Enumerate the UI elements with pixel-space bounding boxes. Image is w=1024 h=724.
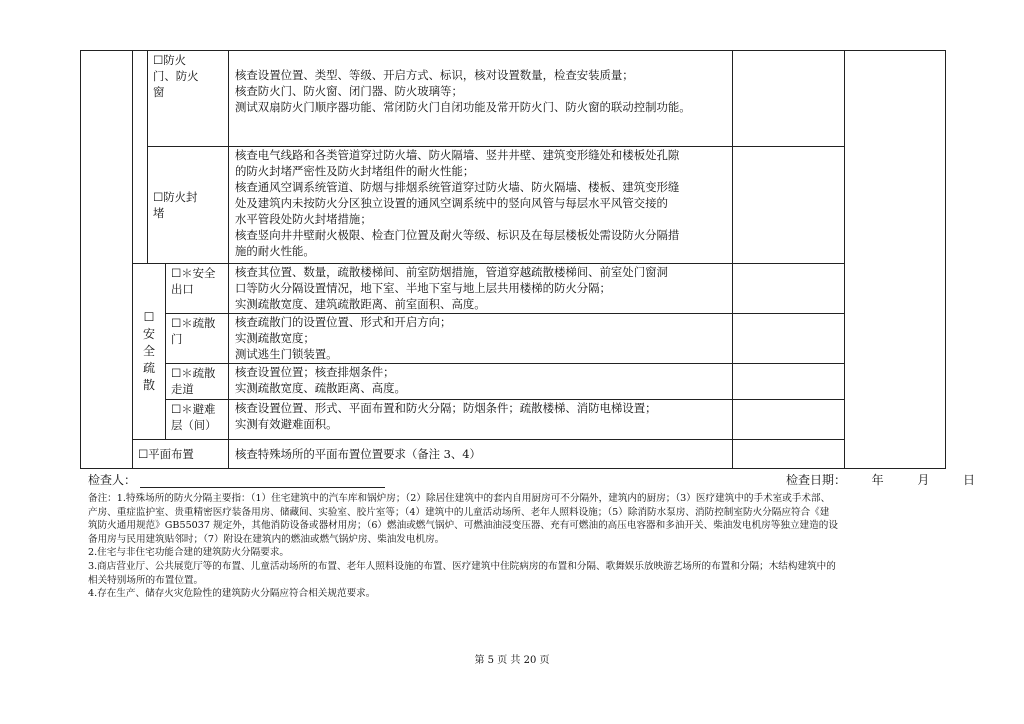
note-line: 备用房与民用建筑贴邻时；（7）附设在建筑内的燃油或燃气锅炉房、柴油发电机房。 [88,533,445,545]
category-safe-evacuation [133,264,166,440]
table-row [81,400,946,440]
check-item-safety-exit [166,264,229,314]
check-item-fire-sealing [148,147,229,264]
table-row [81,51,946,147]
inspection-date [786,471,975,488]
table-row [81,440,946,469]
note-line: 3.商店营业厅、公共展览厅等的布置、儿童活动场所的布置、老年人照料设施的布置、医疗建筑中住院病房的布置和分隔、歌舞娱乐放映游艺场所的布置和分隔；木结构建筑中的 [88,560,836,572]
item-line: 门、防火 [153,69,199,83]
item-line: 门 [171,332,183,346]
note-line: 相关特别场所的布置位置。 [88,574,204,586]
item-line: ☐防火 [153,53,186,67]
item-line: 出口 [171,282,194,296]
blank-column-2 [133,51,148,264]
table-row [81,147,946,264]
result-cell[interactable] [733,147,845,264]
inspector-label: 检查人： [88,473,137,487]
content-line: 核查电气线路和各类管道穿过防火墙、防火隔墙、竖井井壁、建筑变形缝处和楼板处孔隙 [235,148,680,162]
category-char: 全 [142,344,155,358]
remarks-cell[interactable] [845,51,946,469]
category-char: 疏 [142,361,155,375]
item-line: ☐＊疏散 [171,366,216,380]
check-content-evacuation-door [229,314,733,364]
item-line: ☐＊避难 [171,402,216,416]
content-line: 核查其位置、数量，疏散楼梯间、前室防烟措施，管道穿越疏散楼梯间、前室处门窗洞 [235,265,668,279]
note-line: 备注：1.特殊场所的防火分隔主要指：（1）住宅建筑中的汽车库和锅炉房；（2）除居住建筑中的套内自用厨房可不分隔外，建筑内的厨房；（3）医疗建筑中的手术室或手术部、 [88,493,831,504]
result-cell[interactable] [733,264,845,314]
item-line: 窗 [153,85,165,99]
check-item-refuge-floor [166,400,229,440]
check-item-fire-doors [148,51,229,147]
check-item-plane-layout [133,440,229,469]
item-line: 堵 [153,206,165,220]
content-line: 核查特殊场所的平面布置位置要求（备注 3、4） [235,447,481,461]
content-line: 实测疏散宽度； [235,331,315,345]
content-line: 核查疏散门的设置位置、形式和开启方向； [235,315,452,329]
check-content-fire-sealing [229,147,733,264]
check-content-plane-layout [229,440,733,469]
date-day: 日 [963,473,976,487]
content-line: 处及建筑内未按防火分区独立设置的通风空调系统中的竖向风管与每层水平风管交接的 [235,196,668,210]
content-line: 实测有效避难面积。 [235,417,338,431]
category-char: 安 [142,327,155,341]
content-line: 水平管段处防火封堵措施； [235,212,372,226]
content-line: 核查通风空调系统管道、防烟与排烟系统管道穿过防火墙、防火隔墙、楼板、建筑变形缝 [235,180,680,194]
note-line: 产房、重症监护室、贵重精密医疗装备用房、储藏间、实验室、胶片室等；（4）建筑中的儿童活动场所、老年人照料设施；（5）除消防水泵房、消防控制室防火分隔应符合《建 [88,506,830,518]
item-line: ☐＊疏散 [171,316,216,330]
content-line: 测试双扇防火门顺序器功能、常闭防火门自闭功能及常开防火门、防火窗的联动控制功能。 [235,100,691,114]
note-line: 4.存在生产、储存火灾危险性的建筑防火分隔应符合相关规范要求。 [88,588,376,600]
content-line: 核查设置位置、形式、平面布置和防火分隔；防烟条件；疏散楼梯、消防电梯设置； [235,401,657,415]
note-line: 2.住宅与非住宅功能合建的建筑防火分隔要求。 [88,547,290,559]
item-line: ☐＊安全 [171,266,216,280]
note-line: 筑防火通用规范》GB55037 规定外，其他消防设备或器材用房；（6）燃油或燃气锅炉、可燃油油浸变压器、充有可燃油的高压电容器和多油开关、柴油发电机房等独立建造的设 [88,520,838,532]
check-item-evacuation-door [166,314,229,364]
date-year: 年 [871,473,884,487]
content-line: 实测疏散宽度、疏散距离、高度。 [235,381,406,395]
check-content-fire-doors [229,51,733,147]
check-content-safety-exit [229,264,733,314]
date-label: 检查日期： [786,473,847,487]
result-cell[interactable] [733,364,845,400]
content-line: 核查设置位置；核查排烟条件； [235,365,395,379]
content-line: 测试逃生门锁装置。 [235,347,338,361]
content-line: 核查设置位置、类型、等级、开启方式、标识，核对设置数量，检查安装质量； [235,68,634,82]
result-cell[interactable] [733,400,845,440]
remarks-notes [88,492,948,601]
table-row [81,314,946,364]
category-char: 散 [142,378,155,392]
check-content-refuge-floor [229,400,733,440]
inspection-table [80,50,946,469]
category-char: ☐ [143,310,155,324]
content-line: 施的耐火性能。 [235,244,315,258]
result-cell[interactable] [733,51,845,147]
check-item-evacuation-corridor [166,364,229,400]
inspector-signature-line[interactable] [140,474,385,488]
result-cell[interactable] [733,440,845,469]
item-line: 层（间） [171,418,217,432]
item-line: ☐防火封 [153,190,198,204]
content-line: 核查防火门、防火窗、闭门器、防火玻璃等； [235,84,463,98]
table-row [81,264,946,314]
item-line: 走道 [171,382,194,396]
check-content-evacuation-corridor [229,364,733,400]
content-line: 口等防火分隔设置情况，地下室、半地下室与地上层共用楼梯的防火分隔； [235,281,611,295]
content-line: 实测疏散宽度、建筑疏散距离、前室面积、高度。 [235,297,486,311]
inspector-signature [88,471,385,488]
page-number: 第 5 页 共 20 页 [474,655,550,666]
content-line: 核查竖向井井壁耐火极限、检查门位置及耐火等级、标识及在每层楼板处需设防火分隔措 [235,228,680,242]
blank-column-1 [81,51,133,469]
item-line: ☐平面布置 [138,447,194,461]
content-line: 的防火封堵严密性及防火封堵组件的耐火性能； [235,164,475,178]
date-month: 月 [917,473,930,487]
result-cell[interactable] [733,314,845,364]
table-row [81,364,946,400]
